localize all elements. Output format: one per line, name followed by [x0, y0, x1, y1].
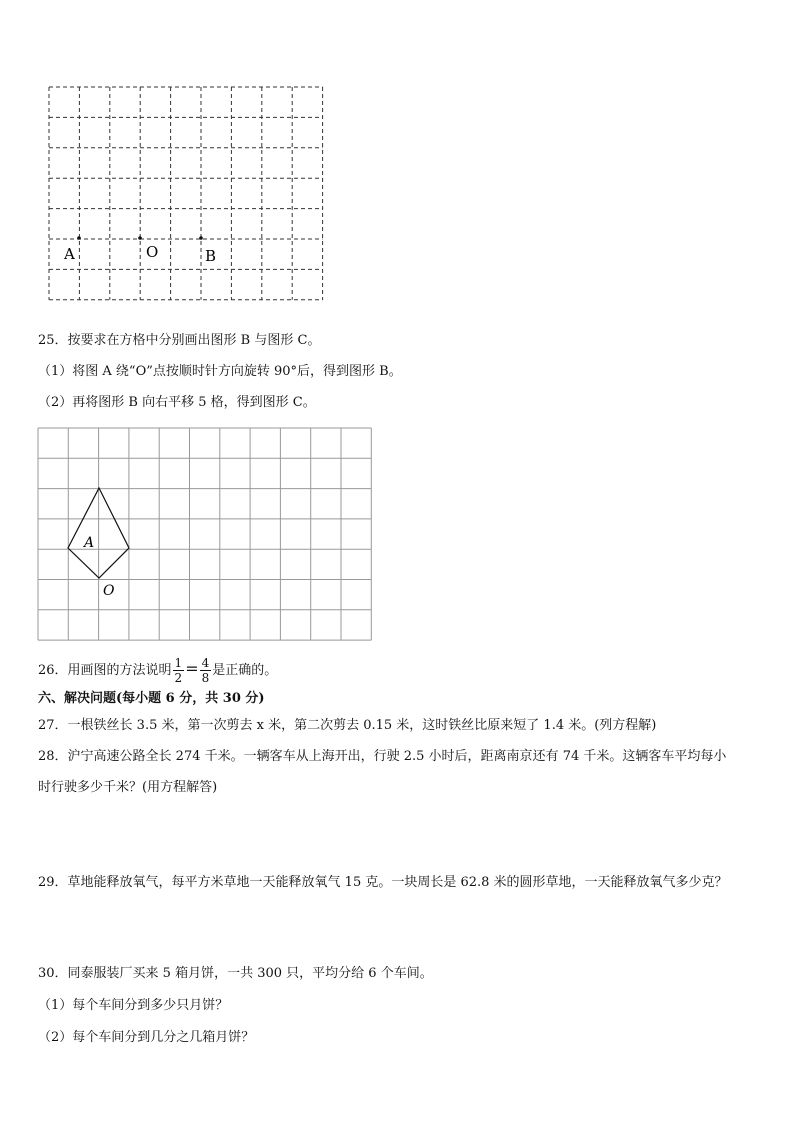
q25-sub1: （1）将图 A 绕“O”点按顺时针方向旋转 90°后，得到图形 B。 [38, 364, 402, 379]
fraction-four-eighths [200, 656, 212, 685]
frac2-numerator: 4 [201, 656, 210, 670]
solid-grid-figure [0, 420, 794, 650]
frac2-denominator: 8 [201, 671, 210, 685]
grid1-label-o: O [146, 243, 159, 261]
point-a-dot [77, 236, 81, 240]
section6-title: 六、解决问题(每小题 6 分，共 30 分) [38, 691, 265, 706]
fraction-one-half [173, 656, 185, 685]
q30-sub2: （2）每个车间分到几分之几箱月饼？ [38, 1030, 255, 1045]
dashed-grid-figure [0, 0, 794, 310]
q30-sub1: （1）每个车间分到多少只月饼？ [38, 998, 229, 1013]
q26-line [38, 655, 277, 685]
frac1-denominator: 2 [174, 671, 183, 685]
q26-suffix: 是正确的。 [212, 663, 278, 678]
q28-line2: 时行驶多少千米？(用方程解答) [38, 780, 218, 795]
grid2-label-a: A [84, 535, 95, 551]
point-o-dot [138, 236, 142, 240]
equals-sign: = [185, 659, 199, 678]
q28-line1: 28．沪宁高速公路全长 274 千米。一辆客车从上海开出，行驶 2.5 小时后，距离南京还有 74 千米。这辆客车平均每小 [38, 749, 727, 764]
grid1-label-b: B [205, 247, 217, 265]
q25-sub2: （2）再将图形 B 向右平移 5 格，得到图形 C。 [38, 395, 316, 410]
point-b-dot [199, 236, 203, 240]
q30-title: 30．同泰服装厂买来 5 箱月饼，一共 300 只，平均分给 6 个车间。 [38, 966, 433, 981]
q29-text: 29．草地能释放氧气，每平方米草地一天能释放氧气 15 克。一块周长是 62.8 米的圆形草地，一天能释放氧气多少克？ [38, 875, 728, 890]
grid2-label-o: O [103, 583, 115, 599]
q26-prefix: 26．用画图的方法说明 [38, 663, 172, 678]
q25-title: 25．按要求在方格中分别画出图形 B 与图形 C。 [38, 333, 321, 348]
grid1-label-a: A [64, 245, 75, 263]
q27-text: 27．一根铁丝长 3.5 米，第一次剪去 x 米，第二次剪去 0.15 米，这时铁丝比原来短了 1.4 米。(列方程解) [38, 718, 657, 733]
frac1-numerator: 1 [174, 656, 183, 670]
